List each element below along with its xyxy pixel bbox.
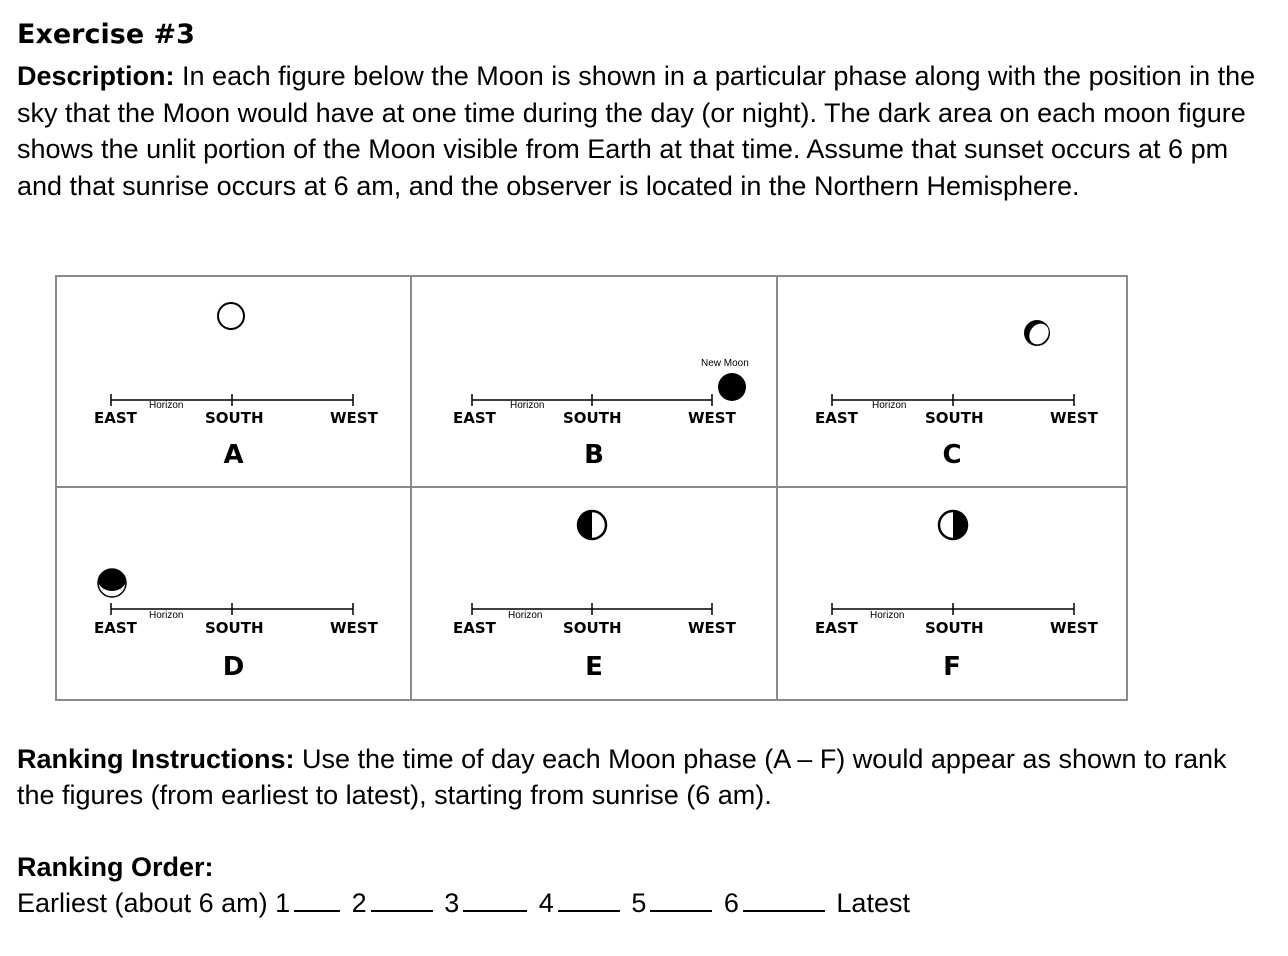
south-label: SOUTH bbox=[563, 619, 622, 637]
west-label: WEST bbox=[1050, 619, 1098, 637]
waning-crescent-icon bbox=[98, 569, 126, 597]
new-moon-label: New Moon bbox=[701, 358, 749, 369]
slot-number: 4 bbox=[538, 888, 554, 918]
new-moon-icon bbox=[718, 373, 746, 401]
ranking-order bbox=[17, 849, 910, 921]
rank-blank-5[interactable] bbox=[650, 886, 712, 912]
rank-blank-1[interactable] bbox=[294, 886, 340, 912]
panel-letter: F bbox=[943, 652, 961, 682]
east-label: EAST bbox=[815, 409, 858, 427]
ranking-instructions-label: Ranking Instructions: bbox=[17, 744, 295, 774]
ranking-instructions bbox=[17, 741, 1257, 813]
west-label: WEST bbox=[330, 619, 378, 637]
horizon-label: Horizon bbox=[510, 400, 545, 411]
horizon-label: Horizon bbox=[149, 400, 184, 411]
south-label: SOUTH bbox=[205, 619, 264, 637]
horizon-label: Horizon bbox=[508, 610, 543, 621]
south-label: SOUTH bbox=[563, 409, 622, 427]
east-label: EAST bbox=[94, 409, 137, 427]
panel-letter: D bbox=[222, 652, 245, 682]
panel-letter: E bbox=[585, 652, 603, 682]
east-label: EAST bbox=[815, 619, 858, 637]
third-quarter-moon-icon bbox=[578, 511, 606, 539]
ranking-instructions-text: Use the time of day each Moon phase (A – F) would appear as shown to rank the figures (from earliest to latest), starting from sunrise (6 am). bbox=[17, 744, 1227, 810]
slot-number: 6 bbox=[723, 888, 739, 918]
waning-gibbous-icon bbox=[1024, 320, 1053, 348]
south-label: SOUTH bbox=[205, 409, 264, 427]
rank-blank-6[interactable] bbox=[743, 886, 825, 912]
panel-a bbox=[57, 277, 412, 488]
slot-number: 1 bbox=[275, 888, 291, 918]
rank-blank-4[interactable] bbox=[558, 886, 620, 912]
full-moon-icon bbox=[218, 303, 244, 329]
description-text: In each figure below the Moon is shown in a particular phase along with the position in the sky that the Moon would have at one time during the day (or night). The dark area on each moon figure shows the unlit portion of the Moon visible from Earth at that time. Assume that sunset occurs at 6 pm and that sunrise occurs at 6 am, and the observer is located in the Northern Hemisphere. bbox=[17, 61, 1256, 201]
panel-letter: A bbox=[223, 440, 244, 470]
panel-b bbox=[412, 277, 778, 488]
east-label: EAST bbox=[94, 619, 137, 637]
rank-blank-2[interactable] bbox=[371, 886, 433, 912]
horizon-label: Horizon bbox=[872, 400, 907, 411]
exercise-title: Exercise #3 bbox=[17, 19, 195, 50]
east-label: EAST bbox=[453, 619, 496, 637]
panel-f bbox=[778, 488, 1126, 699]
south-label: SOUTH bbox=[925, 409, 984, 427]
panel-letter: B bbox=[584, 440, 604, 470]
rank-blank-3[interactable] bbox=[463, 886, 527, 912]
slot-number: 5 bbox=[631, 888, 647, 918]
horizon-label: Horizon bbox=[870, 610, 905, 621]
slot-number: 3 bbox=[444, 888, 460, 918]
ranking-order-label: Ranking Order: bbox=[17, 852, 214, 882]
moon-figures-grid bbox=[55, 275, 1128, 701]
east-label: EAST bbox=[453, 409, 496, 427]
west-label: WEST bbox=[1050, 409, 1098, 427]
description-paragraph bbox=[17, 58, 1257, 204]
west-label: WEST bbox=[688, 619, 736, 637]
earliest-label: Earliest (about 6 am) bbox=[17, 888, 268, 918]
south-label: SOUTH bbox=[925, 619, 984, 637]
latest-label: Latest bbox=[836, 888, 910, 918]
horizon-label: Horizon bbox=[149, 610, 184, 621]
west-label: WEST bbox=[330, 409, 378, 427]
panel-e bbox=[412, 488, 778, 699]
west-label: WEST bbox=[688, 409, 736, 427]
panel-d bbox=[57, 488, 412, 699]
ranking-order-line bbox=[17, 885, 910, 921]
description-label: Description: bbox=[17, 61, 175, 91]
first-quarter-moon-icon bbox=[939, 511, 967, 539]
slot-number: 2 bbox=[351, 888, 367, 918]
panel-letter: C bbox=[942, 440, 962, 470]
panel-c bbox=[778, 277, 1126, 488]
